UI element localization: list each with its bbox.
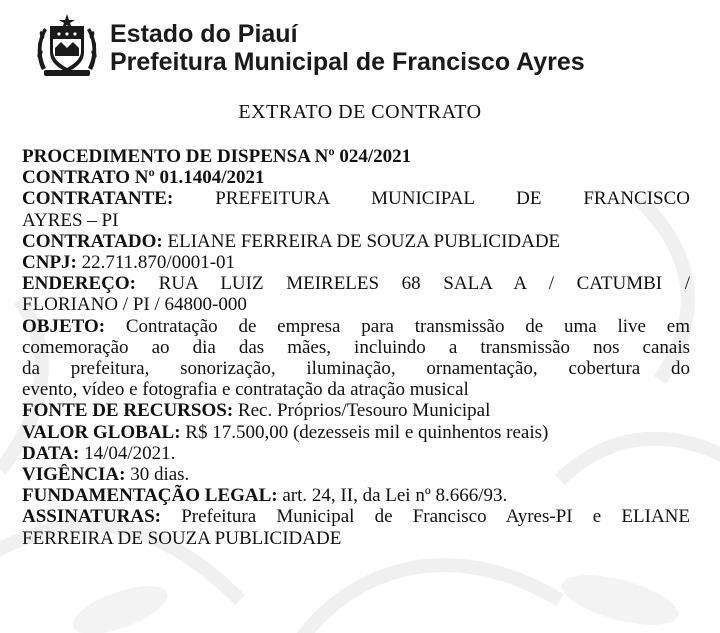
coat-of-arms-icon xyxy=(34,12,100,78)
legal-basis-value: art. 24, II, da Lei nº 8.666/93. xyxy=(282,485,508,507)
contracting-party-value-cont: AYRES – PI xyxy=(22,209,119,231)
signatures-value: Prefeitura Municipal de Francisco Ayres-PI e ELIANE xyxy=(181,506,690,528)
municipality-name: Prefeitura Municipal de Francisco Ayres xyxy=(110,48,585,76)
contract-extract-body xyxy=(22,146,690,549)
contracting-party-line-2 xyxy=(22,210,690,231)
date-label: DATA: xyxy=(22,442,80,464)
funding-source-label: FONTE DE RECURSOS: xyxy=(22,400,234,422)
object-value-3: da prefeitura, sonorização, iluminação, ornamentação, cobertura do xyxy=(22,357,690,379)
validity-label: VIGÊNCIA: xyxy=(22,463,126,485)
contracting-party-label: CONTRATANTE: xyxy=(22,188,174,210)
address-line-2 xyxy=(22,294,690,315)
contracting-party-line xyxy=(22,188,690,209)
date-value: 14/04/2021. xyxy=(84,442,176,464)
signatures-line-2 xyxy=(22,528,690,549)
procedure-line xyxy=(22,146,690,167)
address-value-cont: FLORIANO / PI / 64800-000 xyxy=(22,294,247,316)
total-value-label: VALOR GLOBAL: xyxy=(22,421,181,443)
total-value-amount: R$ 17.500,00 (dezesseis mil e quinhentos reais) xyxy=(185,421,549,443)
contracting-party-value: PREFEITURA MUNICIPAL DE FRANCISCO xyxy=(215,188,690,210)
cnpj-line xyxy=(22,252,690,273)
signatures-value-cont: FERREIRA DE SOUZA PUBLICIDADE xyxy=(22,527,342,549)
procedure-number: PROCEDIMENTO DE DISPENSA Nº 024/2021 xyxy=(22,146,412,167)
object-value-4: evento, vídeo e fotografia e contratação da atração musical xyxy=(22,379,469,401)
contracted-party-label: CONTRATADO: xyxy=(22,230,163,252)
total-value-line xyxy=(22,422,690,443)
document-title: EXTRATO DE CONTRATO xyxy=(238,101,482,123)
address-value: RUA LUIZ MEIRELES 68 SALA A / CATUMBI / xyxy=(158,273,690,295)
object-line-3 xyxy=(22,358,690,379)
object-value-2: comemoração ao dia das mães, incluindo a transmissão nos canais xyxy=(22,336,690,358)
object-line-4 xyxy=(22,379,690,400)
funding-source-line xyxy=(22,400,690,421)
object-line xyxy=(22,316,690,337)
validity-value: 30 dias. xyxy=(130,463,190,485)
cnpj-label: CNPJ: xyxy=(22,252,77,273)
signatures-label: ASSINATURAS: xyxy=(22,506,162,528)
legal-basis-line xyxy=(22,485,690,506)
contracted-party-value: ELIANE FERREIRA DE SOUZA PUBLICIDADE xyxy=(167,230,561,252)
object-label: OBJETO: xyxy=(22,315,106,337)
contract-line xyxy=(22,167,690,188)
cnpj-value: 22.711.870/0001-01 xyxy=(81,252,236,273)
date-line xyxy=(22,443,690,464)
funding-source-value: Rec. Próprios/Tesouro Municipal xyxy=(237,400,491,422)
validity-line xyxy=(22,464,690,485)
letterhead xyxy=(34,12,694,80)
contract-number: CONTRATO Nº 01.1404/2021 xyxy=(22,167,265,189)
address-line xyxy=(22,273,690,294)
state-name: Estado do Piauí xyxy=(110,20,298,48)
object-line-2 xyxy=(22,337,690,358)
signatures-line xyxy=(22,506,690,527)
contracted-party-line xyxy=(22,231,690,252)
object-value: Contratação de empresa para transmissão de uma live em xyxy=(125,315,690,337)
address-label: ENDEREÇO: xyxy=(22,273,137,295)
legal-basis-label: FUNDAMENTAÇÃO LEGAL: xyxy=(22,485,278,507)
